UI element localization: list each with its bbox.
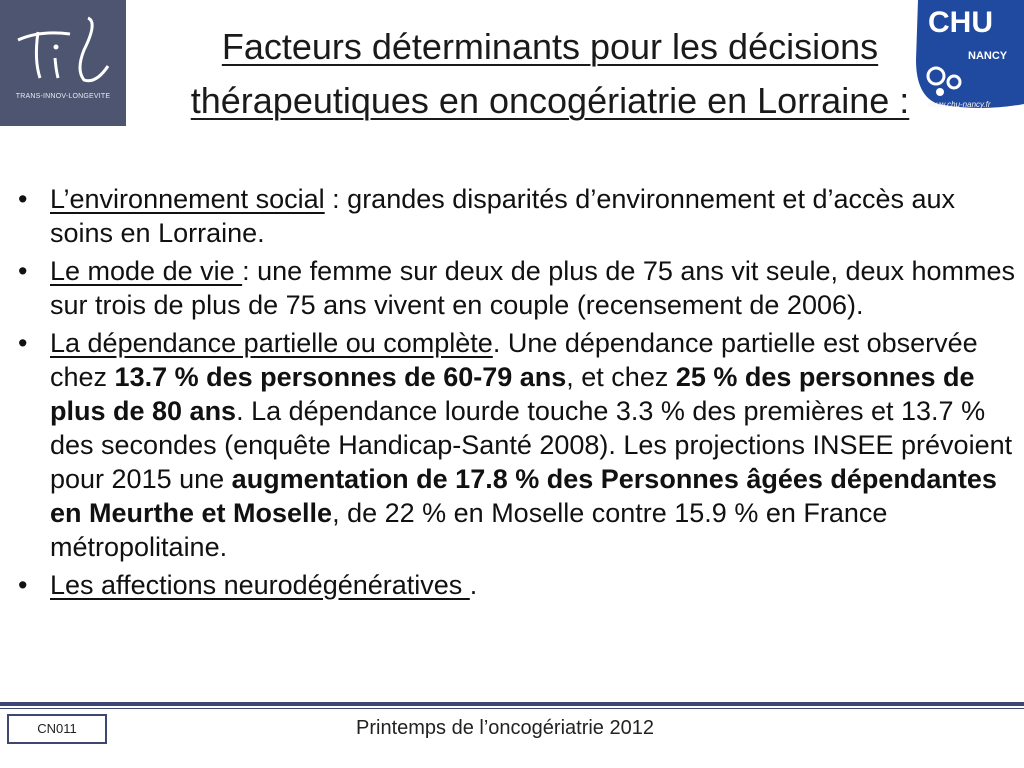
chu-logo-city: NANCY <box>968 50 1008 62</box>
bullet-marker: • <box>18 570 28 600</box>
footer-divider-thin <box>0 708 1024 709</box>
bullet-text: . La dépendance lourde touche 3.3 % des premières et 13.7 % des secondes (enquête Handicap-Santé 2008). Les projections INSEE prévoient pour 2015 une <box>50 396 1013 494</box>
bullet-item-dependency <box>18 326 1018 564</box>
slide-title-line-1: Facteurs déterminants pour les décisions <box>221 26 879 67</box>
bullet-bold-text: 25 % des personnes de plus de 80 ans <box>50 362 975 426</box>
bullet-text: , et chez <box>566 362 676 392</box>
bullet-text: . Une dépendance partielle est observée chez <box>50 328 978 392</box>
bullet-marker: • <box>18 328 28 358</box>
til-logo <box>0 0 126 126</box>
slide-title-line-2: thérapeutiques en oncogériatrie en Lorraine : <box>190 80 910 121</box>
bullet-heading: Le mode de vie <box>50 256 243 286</box>
bullet-item-neuro <box>18 568 1018 602</box>
bullet-item-lifestyle <box>18 254 1018 322</box>
slide-code-box: CN011 <box>7 714 107 744</box>
chu-logo-name: CHU <box>928 6 993 39</box>
bullet-bold-text: augmentation de 17.8 % des Personnes âgées dépendantes en Meurthe et Moselle <box>50 464 997 528</box>
bullet-bold-text: 13.7 % des personnes de 60-79 ans <box>114 362 567 392</box>
bullet-heading: L’environnement social <box>50 184 325 214</box>
bullet-item-social <box>18 182 1018 250</box>
til-logo-caption: TRANS-INNOV-LONGEVITE <box>15 93 111 100</box>
bullet-text: : une femme sur deux de plus de 75 ans vit seule, deux hommes sur trois de plus de 75 ans vivent en couple (recensement de 2006). <box>50 256 1016 320</box>
slide-title <box>126 20 974 128</box>
footer-divider-thick <box>0 702 1024 706</box>
chu-logo-url: www.chu-nancy.fr <box>928 100 991 109</box>
footer-text: Printemps de l’oncogériatrie 2012 <box>356 717 654 739</box>
bullet-text: : grandes disparités d’environnement et d’accès aux soins en Lorraine. <box>50 184 956 248</box>
bullet-text: , de 22 % en Moselle contre 15.9 % en France métropolitaine. <box>50 498 888 562</box>
bullet-list <box>18 182 1018 606</box>
bullet-text: . <box>469 570 478 600</box>
til-logo-mark <box>0 0 126 90</box>
bullet-marker: • <box>18 256 28 286</box>
bullet-heading: Les affections neurodégénératives <box>50 570 470 600</box>
bullet-heading: La dépendance partielle ou complète <box>50 328 493 358</box>
bullet-marker: • <box>18 184 28 214</box>
